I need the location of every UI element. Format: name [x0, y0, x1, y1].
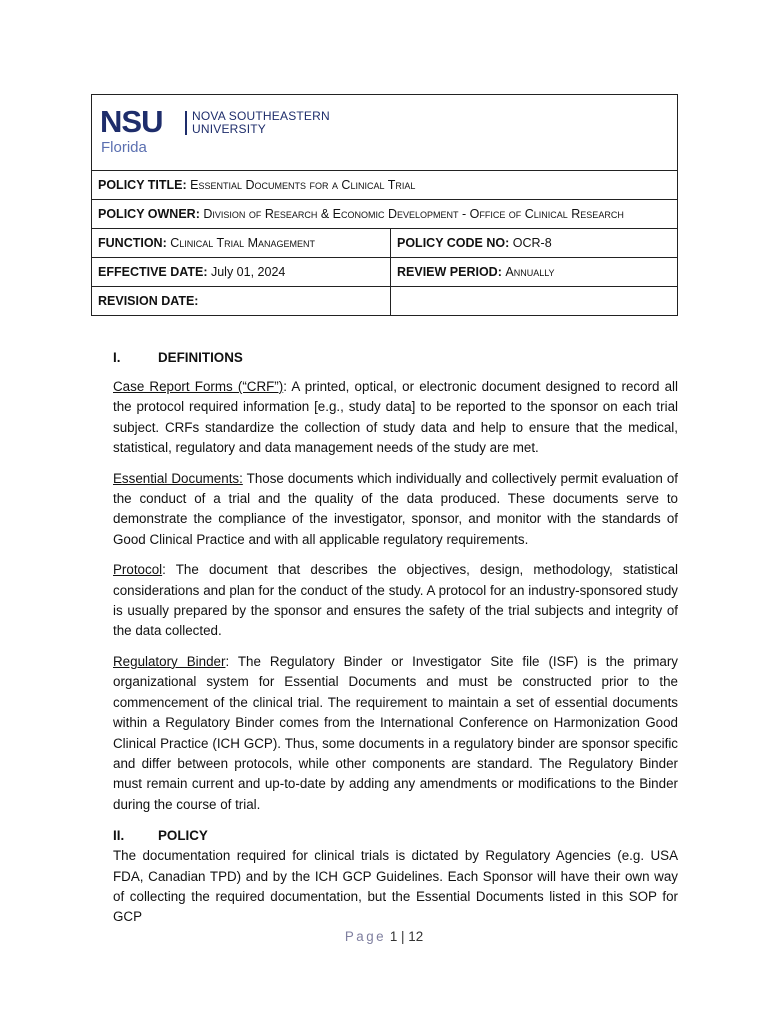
section-title: DEFINITIONS	[158, 350, 243, 365]
effective-date-value: July 01, 2024	[210, 265, 286, 279]
section-number: II.	[113, 828, 125, 844]
policy-header-table	[91, 94, 678, 316]
page-current: 1	[389, 929, 398, 944]
review-period-label: REVIEW PERIOD:	[397, 265, 502, 279]
definition-protocol	[113, 560, 678, 642]
policy-paragraph: The documentation required for clinical trials is dictated by Regulatory Agencies (e.g. USA FDA, Canadian TPD) and by the ICH GCP Guidelines. Each Sponsor will have their own way of collecting the required documentation, but the Essential Documents listed in this SOP for GCP	[113, 848, 678, 925]
definition-crf	[113, 377, 678, 459]
policy-title-label: POLICY TITLE:	[98, 178, 187, 192]
empty-cell	[391, 287, 678, 316]
definition-term: Essential Documents:	[113, 470, 243, 486]
section-title: POLICY	[158, 828, 208, 844]
definition-term: Regulatory Binder	[113, 653, 226, 669]
logo-campus: Florida	[101, 138, 147, 156]
definition-essential-documents	[113, 469, 678, 551]
page-word: Page	[344, 929, 387, 944]
logo-name-line2: UNIVERSITY	[192, 121, 267, 136]
section-policy-heading	[113, 826, 678, 846]
function-value: Clinical Trial Management	[170, 236, 316, 250]
page-footer	[0, 929, 768, 944]
revision-date-cell	[92, 287, 391, 316]
page-total: 12	[408, 929, 424, 944]
effective-date-cell	[92, 258, 391, 287]
definition-text: : The document that describes the objectives, design, methodology, statistical considerations and plan for the conduct of the study. A protocol for an industry-sponsored study is usually prepared by the sponsor and ensures the safety of the trial subjects and integrity of the data collected.	[113, 562, 678, 639]
policy-owner-value: Division of Research & Economic Development - Office of Clinical Research	[203, 207, 624, 221]
logo-divider	[185, 111, 187, 135]
definition-term: Protocol	[113, 562, 163, 578]
function-cell	[92, 229, 391, 258]
policy-code-label: POLICY CODE NO:	[397, 236, 510, 250]
section-definitions-heading	[113, 348, 678, 368]
logo-abbr: NSU	[100, 103, 163, 139]
revision-date-label: REVISION DATE:	[98, 294, 199, 308]
effective-date-label: EFFECTIVE DATE:	[98, 265, 208, 279]
policy-code-value: OCR-8	[512, 236, 552, 250]
review-period-value: Annually	[505, 265, 555, 279]
nsu-logo	[100, 103, 350, 163]
logo-name-line1: NOVA SOUTHEASTERN	[192, 108, 330, 123]
definition-text: : A printed, optical, or electronic document designed to record all the protocol required information [e.g., study data] to be reported to the sponsor on each trial subject. CRFs standardize the collection of study data and help to ensure that the medical, statistical, regulatory and data management needs of the study are met.	[113, 379, 678, 456]
review-period-cell	[391, 258, 678, 287]
logo-university-name	[192, 110, 330, 136]
definition-regulatory-binder	[113, 652, 678, 815]
page-separator: |	[401, 929, 405, 944]
section-number: I.	[113, 350, 121, 365]
policy-title-value: Essential Documents for a Clinical Trial	[190, 178, 416, 192]
definition-text: Those documents which individually and collectively permit evaluation of the conduct of a trial and the quality of the data produced. These documents serve to demonstrate the compliance of the investigator, sponsor, and monitor with the standards of Good Clinical Practice and with all applicable regulatory requirements.	[113, 470, 679, 547]
policy-owner-label: POLICY OWNER:	[98, 207, 200, 221]
policy-title-row	[92, 171, 678, 200]
definition-text: : The Regulatory Binder or Investigator Site file (ISF) is the primary organizational system for Essential Documents and must be constructed prior to the commencement of the clinical trial. The requirement to maintain a set of essential documents within a Regulatory Binder comes from the International Conference on Harmonization Good Clinical Practice (ICH GCP). Thus, some documents in a regulatory binder are sponsor specific and differ between protocols, while other components are standard. The Regulatory Binder must remain current and up-to-date by adding any amendments or modifications to the Binder during the course of trial.	[113, 653, 679, 812]
logo-cell	[92, 95, 678, 171]
policy-owner-row	[92, 200, 678, 229]
document-body	[113, 348, 678, 928]
function-label: FUNCTION:	[98, 236, 167, 250]
definition-term: Case Report Forms (“CRF”)	[113, 379, 284, 394]
policy-code-cell	[391, 229, 678, 258]
